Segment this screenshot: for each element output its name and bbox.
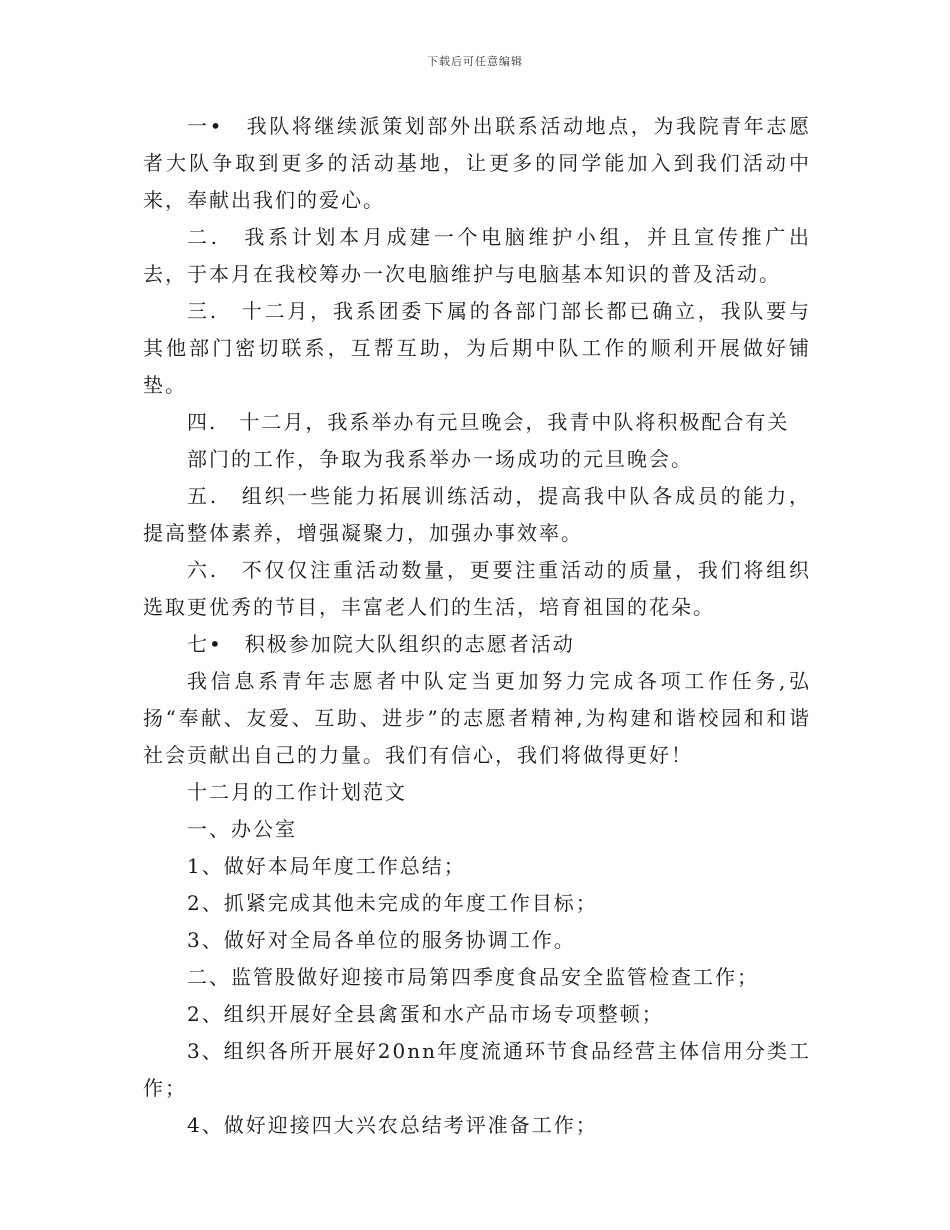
section-heading-office: 一、办公室: [187, 817, 297, 841]
paragraph-item-7: 七• 积极参加院大队组织的志愿者活动: [187, 632, 575, 656]
list-item: 3、做好对全局各单位的服务协调工作。: [187, 928, 576, 952]
list-item: 2、抓紧完成其他未完成的年度工作目标；: [187, 891, 598, 915]
list-item: 1、做好本局年度工作总结；: [187, 854, 466, 878]
list-item: 4、做好迎接四大兴农总结考评准备工作；: [187, 1113, 598, 1137]
list-item: 3、组织各所开展好20nn年度流通环节食品经营主体信用分类工作；: [143, 1039, 811, 1100]
section-title: 十二月的工作计划范文: [187, 780, 407, 804]
paragraph-item-2: 二. 我系计划本月成建一个电脑维护小组，并且宣传推广出去，于本月在我校筹办一次电脑维护与电脑基本知识的普及活动。: [143, 225, 811, 286]
paragraph-item-3: 三. 十二月，我系团委下属的各部门部长都已确立，我队要与其他部门密切联系，互帮互助，为后期中队工作的顺利开展做好铺垫。: [143, 299, 811, 397]
document-body: [143, 108, 811, 1144]
page-header-note: 下载后可任意编辑: [427, 55, 523, 68]
paragraph-item-4: 四. 十二月，我系举办有元旦晚会，我青中队将积极配合有关: [187, 410, 790, 434]
list-item: 2、组织开展好全县禽蛋和水产品市场专项整顿；: [187, 1002, 664, 1026]
paragraph-summary: 我信息系青年志愿者中队定当更加努力完成各项工作任务,弘扬“奉献、友爱、互助、进步”的志愿者精神,为构建和谐校园和和谐社会贡献出自己的力量。我们有信心，我们将做得更好！: [143, 669, 811, 767]
paragraph-item-4-continued: 部门的工作，争取为我系举办一场成功的元旦晚会。: [187, 447, 693, 471]
paragraph-item-5: 五. 组织一些能力拓展训练活动，提高我中队各成员的能力，提高整体素养，增强凝聚力，加强办事效率。: [143, 484, 811, 545]
paragraph-item-6: 六. 不仅仅注重活动数量，更要注重活动的质量，我们将组织选取更优秀的节目，丰富老人们的生活，培育祖国的花朵。: [143, 558, 811, 619]
section-heading-supervision: 二、监管股做好迎接市局第四季度食品安全监管检查工作；: [187, 965, 759, 989]
paragraph-item-1: 一• 我队将继续派策划部外出联系活动地点，为我院青年志愿者大队争取到更多的活动基地，让更多的同学能加入到我们活动中来，奉献出我们的爱心。: [143, 114, 811, 212]
